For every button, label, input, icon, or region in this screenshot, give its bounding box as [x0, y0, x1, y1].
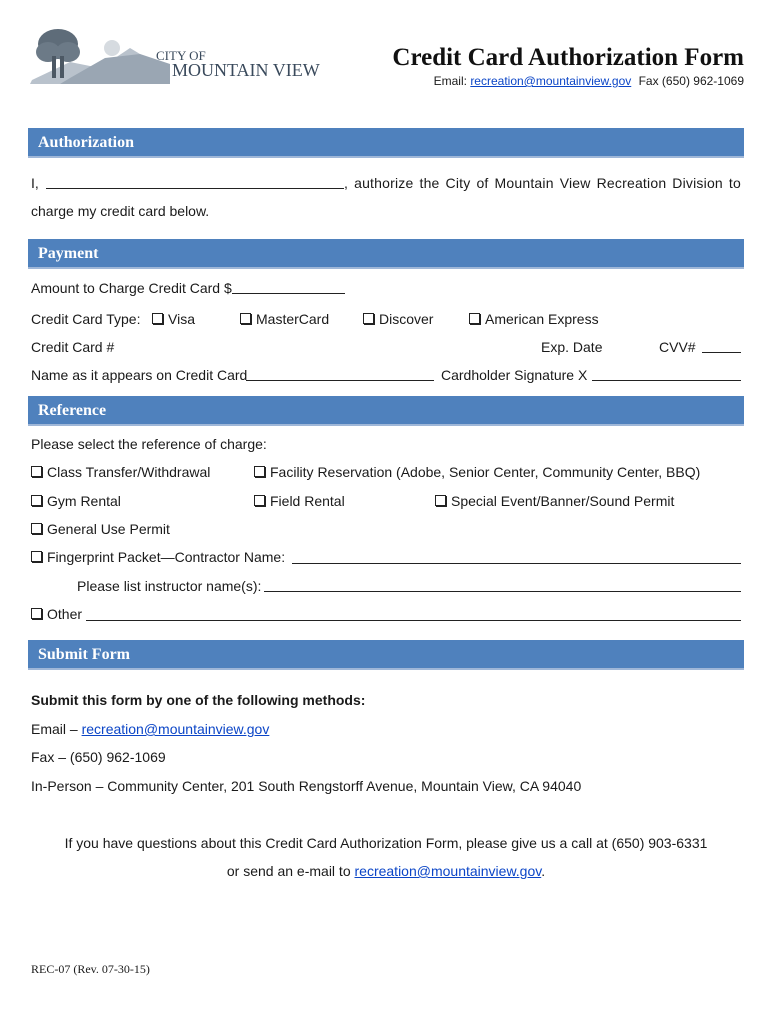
- amount-field[interactable]: [232, 293, 345, 294]
- submit-email: Email – recreation@mountainview.gov: [31, 721, 270, 737]
- card-number-field[interactable]: [130, 340, 530, 356]
- section-payment-header: Payment: [28, 239, 744, 269]
- checkbox-icon[interactable]: [363, 313, 374, 324]
- reference-prompt: Please select the reference of charge:: [31, 436, 267, 452]
- city-logo: [30, 28, 350, 88]
- submit-email-link[interactable]: recreation@mountainview.gov: [81, 721, 270, 737]
- card-type-visa[interactable]: Visa: [152, 310, 195, 328]
- checkbox-icon[interactable]: [435, 495, 446, 506]
- logo-mountain-view: MOUNTAIN VIEW: [172, 60, 320, 80]
- tree-mountain-icon: [30, 28, 170, 84]
- exp-date-label: Exp. Date: [541, 339, 603, 355]
- submit-in-person: In-Person – Community Center, 201 South Rengstorff Avenue, Mountain View, CA 94040: [31, 778, 582, 794]
- card-type-amex[interactable]: American Express: [469, 310, 599, 328]
- checkbox-icon[interactable]: [31, 466, 42, 477]
- amount-label: Amount to Charge Credit Card $: [31, 280, 232, 296]
- email-label: Email:: [433, 74, 467, 88]
- checkbox-icon[interactable]: [31, 523, 42, 534]
- ref-facility[interactable]: Facility Reservation (Adobe, Senior Center, Community Center, BBQ): [254, 463, 700, 481]
- section-authorization-header: Authorization: [28, 128, 744, 158]
- ref-special-event[interactable]: Special Event/Banner/Sound Permit: [435, 492, 674, 510]
- exp-date-field[interactable]: [608, 340, 648, 356]
- fax-text: Fax (650) 962-1069: [638, 74, 744, 88]
- checkbox-icon[interactable]: [254, 495, 265, 506]
- card-type-mastercard[interactable]: MasterCard: [240, 310, 329, 328]
- submit-intro: Submit this form by one of the following methods:: [31, 692, 366, 708]
- other-field[interactable]: [86, 620, 741, 621]
- header-contact: [380, 74, 744, 88]
- page-title: Credit Card Authorization Form: [392, 44, 744, 71]
- section-submit-header: Submit Form: [28, 640, 744, 670]
- cardholder-name-label: Name as it appears on Credit Card: [31, 367, 248, 383]
- auth-text: , authorize the City of Mountain View Recreation Division to: [344, 175, 741, 191]
- checkbox-icon[interactable]: [31, 495, 42, 506]
- header-email-link[interactable]: recreation@mountainview.gov: [470, 74, 632, 88]
- questions-email-link[interactable]: recreation@mountainview.gov: [354, 863, 542, 879]
- signature-field[interactable]: [592, 380, 741, 381]
- signature-label: Cardholder Signature X: [441, 367, 588, 383]
- ref-fingerprint[interactable]: Fingerprint Packet—Contractor Name:: [31, 548, 285, 566]
- auth-text-2: charge my credit card below.: [31, 203, 210, 219]
- instructor-label: Please list instructor name(s):: [77, 578, 262, 594]
- checkbox-icon[interactable]: [152, 313, 163, 324]
- auth-prefix: I,: [31, 175, 39, 191]
- checkbox-icon[interactable]: [31, 608, 42, 619]
- card-type-label: Credit Card Type:: [31, 311, 141, 327]
- checkbox-icon[interactable]: [254, 466, 265, 477]
- cardholder-name-field[interactable]: [246, 380, 434, 381]
- cvv-label: CVV#: [659, 339, 696, 355]
- logo-city-of: CITY OF: [156, 48, 206, 63]
- card-type-discover[interactable]: Discover: [363, 310, 433, 328]
- ref-class-transfer[interactable]: Class Transfer/Withdrawal: [31, 463, 210, 481]
- submit-fax: Fax – (650) 962-1069: [31, 749, 166, 765]
- card-number-label: Credit Card #: [31, 339, 115, 355]
- checkbox-icon[interactable]: [240, 313, 251, 324]
- section-reference-header: Reference: [28, 396, 744, 426]
- authorizer-name-field[interactable]: [46, 188, 344, 189]
- ref-field[interactable]: Field Rental: [254, 492, 345, 510]
- cvv-field[interactable]: [702, 352, 741, 353]
- ref-other[interactable]: Other: [31, 605, 82, 623]
- contractor-name-field[interactable]: [292, 563, 741, 564]
- instructor-name-field[interactable]: [264, 591, 741, 592]
- ref-gym[interactable]: Gym Rental: [31, 492, 121, 510]
- checkbox-icon[interactable]: [469, 313, 480, 324]
- form-code: REC-07 (Rev. 07-30-15): [31, 962, 150, 976]
- questions-text: If you have questions about this Credit Card Authorization Form, please give us a call at (650) 903-6331: [64, 835, 708, 851]
- questions-email-line: or send an e-mail to recreation@mountainview.gov.: [226, 863, 546, 879]
- checkbox-icon[interactable]: [31, 551, 42, 562]
- ref-general-use[interactable]: General Use Permit: [31, 520, 170, 538]
